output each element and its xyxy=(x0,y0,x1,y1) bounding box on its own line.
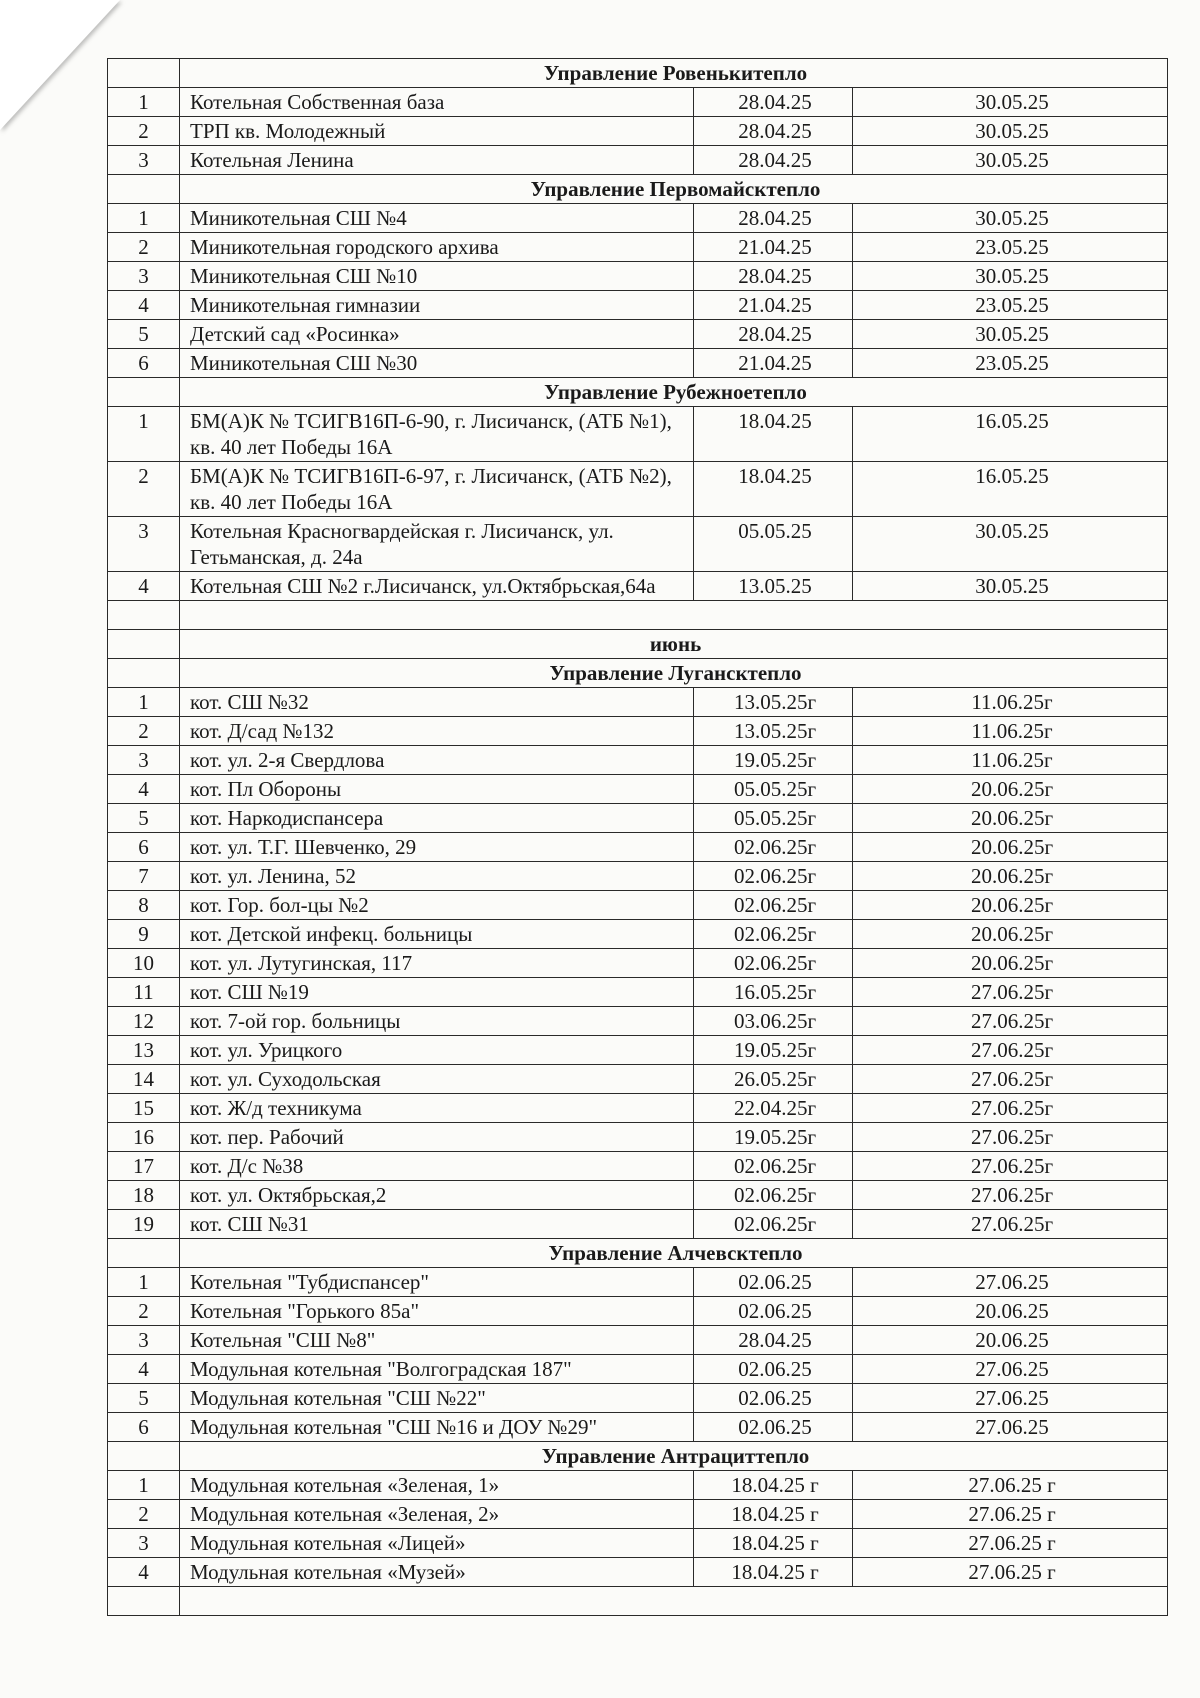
start-date: 28.04.25 xyxy=(694,117,853,146)
empty-cell xyxy=(108,1587,180,1616)
end-date: 20.06.25г xyxy=(853,949,1168,978)
row-number: 8 xyxy=(108,891,180,920)
facility-name: кот. ул. Т.Г. Шевченко, 29 xyxy=(180,833,694,862)
section-header-blank-cell xyxy=(108,659,180,688)
start-date: 18.04.25 г xyxy=(694,1529,853,1558)
start-date: 19.05.25г xyxy=(694,746,853,775)
empty-row xyxy=(108,601,1168,630)
row-number: 3 xyxy=(108,146,180,175)
table-row xyxy=(108,1355,1168,1384)
row-number: 15 xyxy=(108,1094,180,1123)
facility-name: кот. ул. Лутугинская, 117 xyxy=(180,949,694,978)
row-number: 3 xyxy=(108,1326,180,1355)
section-header-blank-cell xyxy=(108,1442,180,1471)
row-number: 14 xyxy=(108,1065,180,1094)
table-row xyxy=(108,833,1168,862)
facility-name: кот. Наркодиспансера xyxy=(180,804,694,833)
row-number: 1 xyxy=(108,407,180,462)
facility-name: Миникотельная СШ №4 xyxy=(180,204,694,233)
start-date: 28.04.25 xyxy=(694,88,853,117)
section-header-row xyxy=(108,1239,1168,1268)
start-date: 13.05.25г xyxy=(694,688,853,717)
row-number: 3 xyxy=(108,517,180,572)
table-row xyxy=(108,291,1168,320)
facility-name: Модульная котельная «Зеленая, 2» xyxy=(180,1500,694,1529)
row-number: 6 xyxy=(108,1413,180,1442)
start-date: 02.06.25 xyxy=(694,1384,853,1413)
section-header-row xyxy=(108,175,1168,204)
table-row xyxy=(108,978,1168,1007)
table-row xyxy=(108,746,1168,775)
end-date: 20.06.25г xyxy=(853,833,1168,862)
folded-corner xyxy=(0,0,120,130)
start-date: 21.04.25 xyxy=(694,291,853,320)
start-date: 05.05.25г xyxy=(694,775,853,804)
row-number: 2 xyxy=(108,462,180,517)
table-row xyxy=(108,1152,1168,1181)
facility-name: Котельная "СШ №8" xyxy=(180,1326,694,1355)
row-number: 3 xyxy=(108,746,180,775)
end-date: 27.06.25 xyxy=(853,1384,1168,1413)
facility-name: Котельная Ленина xyxy=(180,146,694,175)
table-row xyxy=(108,775,1168,804)
end-date: 30.05.25 xyxy=(853,320,1168,349)
facility-name: кот. ул. Суходольская xyxy=(180,1065,694,1094)
start-date: 16.05.25г xyxy=(694,978,853,1007)
facility-name: кот. Д/сад №132 xyxy=(180,717,694,746)
start-date: 02.06.25г xyxy=(694,862,853,891)
start-date: 22.04.25г xyxy=(694,1094,853,1123)
table-row xyxy=(108,1007,1168,1036)
section-title: Управление Ровенькитепло xyxy=(180,59,1168,88)
start-date: 02.06.25г xyxy=(694,949,853,978)
end-date: 16.05.25 xyxy=(853,407,1168,462)
start-date: 18.04.25 г xyxy=(694,1500,853,1529)
start-date: 18.04.25 xyxy=(694,407,853,462)
table-row xyxy=(108,462,1168,517)
table-row xyxy=(108,1065,1168,1094)
end-date: 23.05.25 xyxy=(853,291,1168,320)
end-date: 20.06.25 xyxy=(853,1297,1168,1326)
row-number: 5 xyxy=(108,804,180,833)
end-date: 27.06.25г xyxy=(853,1123,1168,1152)
start-date: 03.06.25г xyxy=(694,1007,853,1036)
table-row xyxy=(108,1471,1168,1500)
table-row xyxy=(108,88,1168,117)
row-number: 9 xyxy=(108,920,180,949)
row-number: 4 xyxy=(108,1558,180,1587)
month-title: июнь xyxy=(180,630,1168,659)
table-row xyxy=(108,146,1168,175)
facility-name: Модульная котельная "Волгоградская 187" xyxy=(180,1355,694,1384)
end-date: 27.06.25 xyxy=(853,1355,1168,1384)
facility-name: кот. ул. 2-я Свердлова xyxy=(180,746,694,775)
facility-name: Котельная Собственная база xyxy=(180,88,694,117)
row-number: 2 xyxy=(108,1297,180,1326)
row-number: 18 xyxy=(108,1181,180,1210)
section-title: Управление Алчевсктепло xyxy=(180,1239,1168,1268)
table-row xyxy=(108,572,1168,601)
row-number: 2 xyxy=(108,717,180,746)
month-header-blank-cell xyxy=(108,630,180,659)
end-date: 23.05.25 xyxy=(853,233,1168,262)
end-date: 30.05.25 xyxy=(853,146,1168,175)
start-date: 13.05.25 xyxy=(694,572,853,601)
row-number: 1 xyxy=(108,1268,180,1297)
row-number: 3 xyxy=(108,1529,180,1558)
start-date: 02.06.25 xyxy=(694,1413,853,1442)
end-date: 20.06.25 xyxy=(853,1326,1168,1355)
table-row xyxy=(108,1384,1168,1413)
end-date: 27.06.25 г xyxy=(853,1500,1168,1529)
empty-cell xyxy=(180,601,1168,630)
facility-name: Котельная Красногвардейская г. Лисичанск, ул. Гетьманская, д. 24а xyxy=(180,517,694,572)
start-date: 02.06.25 xyxy=(694,1297,853,1326)
end-date: 30.05.25 xyxy=(853,117,1168,146)
table-row xyxy=(108,1413,1168,1442)
end-date: 27.06.25 xyxy=(853,1413,1168,1442)
row-number: 6 xyxy=(108,833,180,862)
facility-name: Модульная котельная "СШ №16 и ДОУ №29" xyxy=(180,1413,694,1442)
row-number: 6 xyxy=(108,349,180,378)
facility-name: Котельная СШ №2 г.Лисичанск, ул.Октябрьская,64а xyxy=(180,572,694,601)
start-date: 18.04.25 г xyxy=(694,1471,853,1500)
table-row xyxy=(108,1500,1168,1529)
facility-name: БМ(А)К № ТСИГВ16П-6-97, г. Лисичанск, (АТБ №2), кв. 40 лет Победы 16А xyxy=(180,462,694,517)
row-number: 1 xyxy=(108,688,180,717)
end-date: 20.06.25г xyxy=(853,920,1168,949)
start-date: 13.05.25г xyxy=(694,717,853,746)
section-title: Управление Луганcктепло xyxy=(180,659,1168,688)
facility-name: кот. Ж/д техникума xyxy=(180,1094,694,1123)
table-row xyxy=(108,204,1168,233)
table-row xyxy=(108,717,1168,746)
end-date: 27.06.25 г xyxy=(853,1471,1168,1500)
end-date: 27.06.25г xyxy=(853,1036,1168,1065)
row-number: 1 xyxy=(108,88,180,117)
facility-name: кот. Гор. бол-цы №2 xyxy=(180,891,694,920)
start-date: 28.04.25 xyxy=(694,262,853,291)
end-date: 23.05.25 xyxy=(853,349,1168,378)
row-number: 2 xyxy=(108,117,180,146)
month-header-row xyxy=(108,630,1168,659)
end-date: 30.05.25 xyxy=(853,88,1168,117)
facility-name: Миникотельная гимназии xyxy=(180,291,694,320)
end-date: 20.06.25г xyxy=(853,862,1168,891)
table-row xyxy=(108,1123,1168,1152)
table-row xyxy=(108,1529,1168,1558)
facility-name: Котельная "Горького 85а" xyxy=(180,1297,694,1326)
start-date: 02.06.25 xyxy=(694,1268,853,1297)
table-row xyxy=(108,1094,1168,1123)
start-date: 02.06.25г xyxy=(694,833,853,862)
row-number: 4 xyxy=(108,1355,180,1384)
start-date: 02.06.25г xyxy=(694,891,853,920)
empty-cell xyxy=(180,1587,1168,1616)
section-header-blank-cell xyxy=(108,59,180,88)
end-date: 27.06.25г xyxy=(853,1152,1168,1181)
section-title: Управление Антрациттепло xyxy=(180,1442,1168,1471)
row-number: 16 xyxy=(108,1123,180,1152)
section-header-blank-cell xyxy=(108,1239,180,1268)
start-date: 02.06.25г xyxy=(694,1152,853,1181)
end-date: 20.06.25г xyxy=(853,804,1168,833)
facility-name: ТРП кв. Молодежный xyxy=(180,117,694,146)
start-date: 18.04.25 г xyxy=(694,1558,853,1587)
table-row xyxy=(108,517,1168,572)
table-row xyxy=(108,920,1168,949)
end-date: 30.05.25 xyxy=(853,517,1168,572)
row-number: 1 xyxy=(108,1471,180,1500)
row-number: 19 xyxy=(108,1210,180,1239)
facility-name: кот. Д/с №38 xyxy=(180,1152,694,1181)
table-row xyxy=(108,688,1168,717)
section-header-blank-cell xyxy=(108,175,180,204)
table-row xyxy=(108,262,1168,291)
section-header-row xyxy=(108,378,1168,407)
row-number: 11 xyxy=(108,978,180,1007)
section-title: Управление Рубежноетепло xyxy=(180,378,1168,407)
facility-name: Модульная котельная "СШ №22" xyxy=(180,1384,694,1413)
end-date: 11.06.25г xyxy=(853,717,1168,746)
end-date: 27.06.25г xyxy=(853,1181,1168,1210)
end-date: 27.06.25 г xyxy=(853,1529,1168,1558)
row-number: 4 xyxy=(108,572,180,601)
end-date: 27.06.25 xyxy=(853,1268,1168,1297)
facility-name: БМ(А)К № ТСИГВ16П-6-90, г. Лисичанск, (АТБ №1), кв. 40 лет Победы 16А xyxy=(180,407,694,462)
section-header-blank-cell xyxy=(108,378,180,407)
start-date: 28.04.25 xyxy=(694,1326,853,1355)
end-date: 20.06.25г xyxy=(853,891,1168,920)
start-date: 02.06.25 xyxy=(694,1355,853,1384)
table-row xyxy=(108,1181,1168,1210)
table-row xyxy=(108,407,1168,462)
start-date: 02.06.25г xyxy=(694,1181,853,1210)
start-date: 19.05.25г xyxy=(694,1036,853,1065)
section-header-row xyxy=(108,659,1168,688)
start-date: 19.05.25г xyxy=(694,1123,853,1152)
row-number: 2 xyxy=(108,233,180,262)
facility-name: кот. Детской инфекц. больницы xyxy=(180,920,694,949)
facility-name: Детский сад «Росинка» xyxy=(180,320,694,349)
start-date: 05.05.25г xyxy=(694,804,853,833)
schedule-table-body xyxy=(108,59,1168,1616)
section-header-row xyxy=(108,59,1168,88)
table-row xyxy=(108,233,1168,262)
end-date: 30.05.25 xyxy=(853,204,1168,233)
table-row xyxy=(108,1297,1168,1326)
start-date: 21.04.25 xyxy=(694,349,853,378)
end-date: 27.06.25г xyxy=(853,1007,1168,1036)
row-number: 13 xyxy=(108,1036,180,1065)
row-number: 12 xyxy=(108,1007,180,1036)
start-date: 28.04.25 xyxy=(694,320,853,349)
empty-row xyxy=(108,1587,1168,1616)
empty-cell xyxy=(108,601,180,630)
end-date: 30.05.25 xyxy=(853,262,1168,291)
start-date: 28.04.25 xyxy=(694,146,853,175)
end-date: 20.06.25г xyxy=(853,775,1168,804)
facility-name: кот. ул. Октябрьская,2 xyxy=(180,1181,694,1210)
end-date: 27.06.25г xyxy=(853,1210,1168,1239)
facility-name: Модульная котельная «Музей» xyxy=(180,1558,694,1587)
table-row xyxy=(108,1210,1168,1239)
table-row xyxy=(108,320,1168,349)
facility-name: Миникотельная СШ №30 xyxy=(180,349,694,378)
facility-name: Миникотельная городского архива xyxy=(180,233,694,262)
start-date: 26.05.25г xyxy=(694,1065,853,1094)
end-date: 27.06.25г xyxy=(853,1094,1168,1123)
schedule-table xyxy=(107,58,1168,1616)
table-row xyxy=(108,349,1168,378)
table-row xyxy=(108,1326,1168,1355)
end-date: 27.06.25г xyxy=(853,978,1168,1007)
end-date: 27.06.25 г xyxy=(853,1558,1168,1587)
table-row xyxy=(108,891,1168,920)
row-number: 1 xyxy=(108,204,180,233)
facility-name: кот. 7-ой гор. больницы xyxy=(180,1007,694,1036)
end-date: 27.06.25г xyxy=(853,1065,1168,1094)
start-date: 02.06.25г xyxy=(694,1210,853,1239)
row-number: 3 xyxy=(108,262,180,291)
end-date: 11.06.25г xyxy=(853,746,1168,775)
row-number: 5 xyxy=(108,1384,180,1413)
section-title: Управление Первомайсктепло xyxy=(180,175,1168,204)
row-number: 2 xyxy=(108,1500,180,1529)
facility-name: Модульная котельная «Зеленая, 1» xyxy=(180,1471,694,1500)
start-date: 28.04.25 xyxy=(694,204,853,233)
end-date: 16.05.25 xyxy=(853,462,1168,517)
table-row xyxy=(108,1268,1168,1297)
row-number: 5 xyxy=(108,320,180,349)
end-date: 30.05.25 xyxy=(853,572,1168,601)
table-row xyxy=(108,949,1168,978)
facility-name: кот. СШ №32 xyxy=(180,688,694,717)
facility-name: Миникотельная СШ №10 xyxy=(180,262,694,291)
row-number: 10 xyxy=(108,949,180,978)
table-row xyxy=(108,862,1168,891)
facility-name: кот. Пл Обороны xyxy=(180,775,694,804)
row-number: 7 xyxy=(108,862,180,891)
facility-name: кот. ул. Ленина, 52 xyxy=(180,862,694,891)
end-date: 11.06.25г xyxy=(853,688,1168,717)
facility-name: кот. ул. Урицкого xyxy=(180,1036,694,1065)
start-date: 02.06.25г xyxy=(694,920,853,949)
start-date: 05.05.25 xyxy=(694,517,853,572)
row-number: 4 xyxy=(108,291,180,320)
facility-name: кот. СШ №31 xyxy=(180,1210,694,1239)
facility-name: Котельная "Тубдиспансер" xyxy=(180,1268,694,1297)
facility-name: кот. пер. Рабочий xyxy=(180,1123,694,1152)
table-row xyxy=(108,804,1168,833)
facility-name: кот. СШ №19 xyxy=(180,978,694,1007)
facility-name: Модульная котельная «Лицей» xyxy=(180,1529,694,1558)
table-row xyxy=(108,1558,1168,1587)
start-date: 18.04.25 xyxy=(694,462,853,517)
table-row xyxy=(108,117,1168,146)
row-number: 4 xyxy=(108,775,180,804)
start-date: 21.04.25 xyxy=(694,233,853,262)
row-number: 17 xyxy=(108,1152,180,1181)
table-row xyxy=(108,1036,1168,1065)
section-header-row xyxy=(108,1442,1168,1471)
